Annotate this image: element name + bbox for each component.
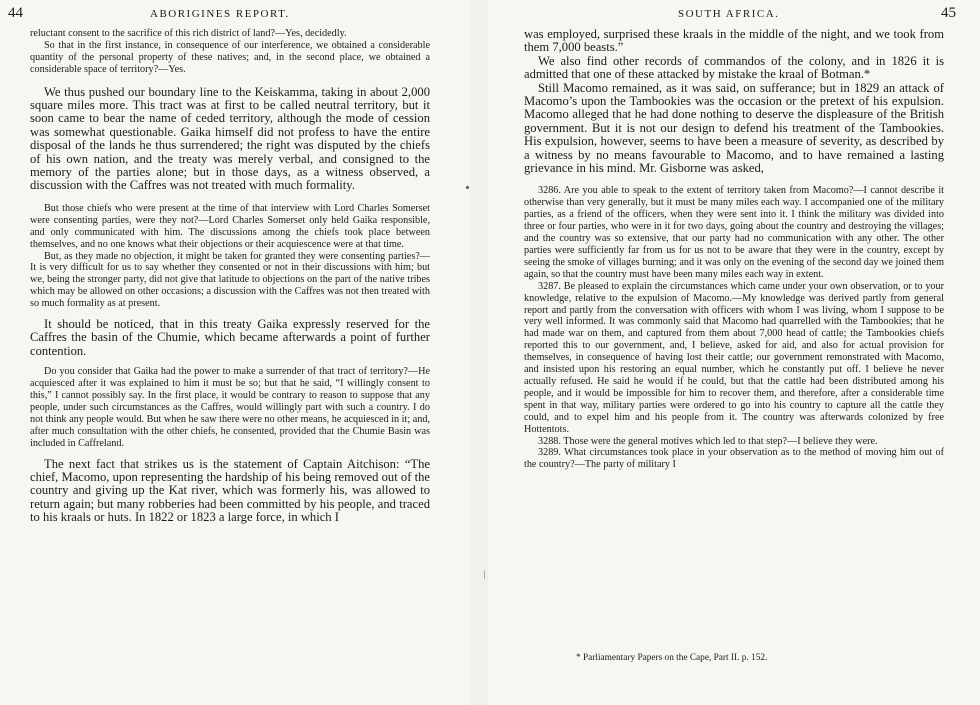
left-page-number: 44 — [8, 5, 23, 21]
right-page-header — [488, 6, 980, 26]
book-gutter — [470, 0, 488, 705]
paragraph: The next fact that strikes us is the statement of Captain Aitchison: “The chief, Macomo, upon representing the hardship of his being removed out of the country and giving up the Kat river, which was formerly his, was allowed to return again; but many robberies had been committed by his people, and traced to his kraals or huts. In 1822 or 1823 a large force, in which I — [30, 456, 430, 525]
paragraph: It should be noticed, that in this treaty Gaika expressly reserved for the Caffres the basin of the Chumie, which became afterwards a point of further contention. — [30, 317, 430, 358]
paragraph: was employed, surprised these kraals in the middle of the night, and we took from them 7,000 beasts.” — [524, 27, 944, 55]
testimony-item: 3288. Those were the general motives which led to that step?—I believe they were. — [538, 435, 878, 447]
testimony-item: 3286. Are you able to speak to the extent of territory taken from Macomo?—I cannot describe it otherwise than very generally, but it must be many miles each way. I accompanied one of the military parties, as a friend of the officers, when they were sent into it. I think the military was divided into three or four parties, who were in it for two days, going about the country and destroying the villages; and the country was so extensive, that our party had no communication with any other. The other parties were sufficiently far from us for us not to be aware that they were in the country, except by seeing the smoke of villages burning; and it was only on the evening of the second day we joined them again, so that the country must have been many miles each way in extent. — [524, 185, 944, 280]
left-running-head: ABORIGINES REPORT. — [150, 8, 290, 20]
testimony-item: 3287. Be pleased to explain the circumstances which came under your own observation, or to your knowledge, relative to the expulsion of Macomo.—My knowledge was derived partly from general report and partly from the conversation with officers with whom I was living, whom I suppose to be very well informed. It was commonly said that Macomo had quarrelled with the Tambookies; that he had made war on them, and captured from them about 7,000 head of cattle; the Tambookies chiefs reported this to our government, and, I believe, asked for aid, and also for actual provision for themselves, in consequence of having lost their cattle; our government remonstrated with Macomo, and insisted upon his restoring an equal number, which he constantly put off. I believe he never actually refused. He said he would if he could, but that the cattle had been distributed among his people, and it would be impossible for him to recover them, and therefore, after a considerable time spent in that way, military parties were ordered to go into his country to capture all the cattle they could, and to expel him and his people from it. The country was afterwards colonized by free Hottentots. — [524, 280, 944, 435]
print-speck — [466, 186, 469, 189]
print-mark — [484, 570, 485, 579]
right-page-number: 45 — [941, 5, 956, 21]
paragraph: Do you consider that Gaika had the power to make a surrender of that tract of territory?—He acquiesced after it was explained to him it must be so; but that he said, “I willingly consent to this,” I cannot possibly say. In the first place, it would be contrary to reason to suppose that any people, under such circumstances as the Caffres, would willingly part with such a country. I do not think any people would. But when he saw there were no other means, he acquiesced in it; and, after much consultation with the other chiefs, he consented, provided that the Chumie Basin was included in Caffreland. — [30, 366, 430, 449]
paragraph: We thus pushed our boundary line to the Keiskamma, taking in about 2,000 square miles more. This tract was at first to be called neutral territory, but it soon came to bear the name of ceded territory, although the mode of cession was somewhat questionable. Gaika himself did not profess to have the entire disposal of the lands he thus surrendered; the right was disputed by the chiefs of his own nation, and the treaty was merely verbal, and consigned to the memory of the parties alone; but in those days, as a witness observed, a discussion with the Caffres was not treated with much formality. — [30, 84, 430, 193]
paragraph: But those chiefs who were present at the time of that interview with Lord Charles Somerset were consenting parties, were they not?—Lord Charles Somerset only held Gaika responsible, and only communicated with him. The discussions among the chiefs took place between themselves, and no one knows what their objections or their acquiescence were at that time. — [30, 202, 430, 250]
paragraph: So that in the first instance, in consequence of our interference, we obtained a considerable quantity of the personal property of these natives; and, in the second place, we obtained a considerable space of territory?—Yes. — [30, 39, 430, 75]
paragraph: Still Macomo remained, as it was said, on sufferance; but in 1829 an attack of Macomo’s upon the Tambookies was the occasion or the pretext of his expulsion. Macomo alleged that he had done nothing to deserve the displeasure of the British government. But it is not our design to defend his treatment of the Tambookies. His expulsion, however, seems to have been a measure of severity, as described by a witness by no means favourable to Macomo, and to have remained a lasting grievance in his mind. Mr. Gisborne was asked, — [524, 80, 944, 176]
right-running-head: SOUTH AFRICA. — [678, 8, 780, 20]
left-page — [0, 0, 470, 705]
left-page-header — [0, 6, 470, 26]
testimony-item: 3289. What circumstances took place in your observation as to the method of moving him out of the country?—The party of military I — [524, 447, 944, 471]
right-text-column — [524, 28, 944, 471]
paragraph: reluctant consent to the sacrifice of this rich district of land?—Yes, decidedly. — [30, 28, 347, 39]
paragraph: But, as they made no objection, it might be taken for granted they were consenting parties?—It is very difficult for us to say whether they consented or not in their discussions with him; but we, being the stronger party, did not give that latitude to objections on the part of the native tribes which may be allowed on other occasions; a discussion with the Caffres was not then treated with so much formality as at present. — [30, 250, 430, 310]
right-page — [488, 0, 980, 705]
left-text-column — [30, 28, 430, 525]
footnote: * Parliamentary Papers on the Cape, Part II. p. 152. — [576, 653, 768, 663]
paragraph: We also find other records of commandos of the colony, and in 1826 it is admitted that one of these attacked by mistake the kraal of Botman.* — [524, 53, 944, 82]
